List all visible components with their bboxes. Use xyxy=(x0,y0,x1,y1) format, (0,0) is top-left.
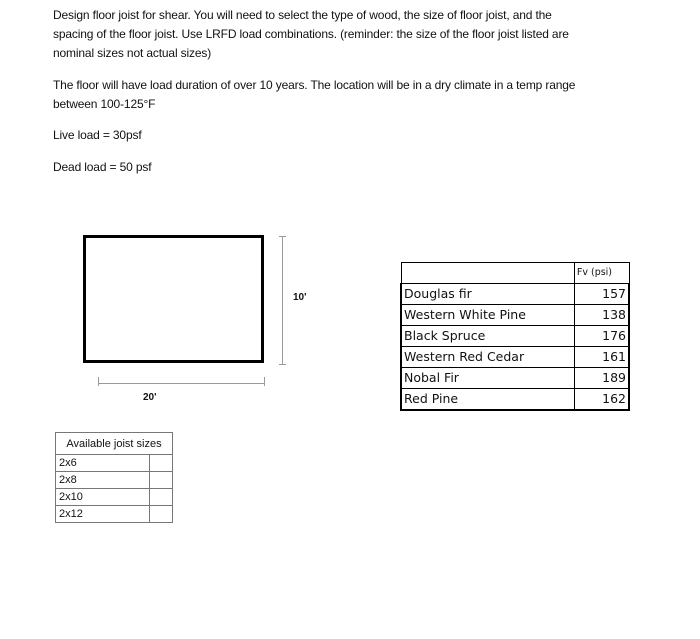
height-label: 10' xyxy=(293,292,307,303)
height-dimension-line xyxy=(282,236,283,365)
intro-paragraph xyxy=(53,6,653,63)
floor-outline xyxy=(83,235,264,363)
species-cell: Douglas fir xyxy=(401,284,574,305)
wood-shear-table xyxy=(400,262,630,411)
width-dimension-tick-left xyxy=(98,377,99,386)
joist-size-cell: 2x8 xyxy=(56,472,150,489)
wood-table-header-row xyxy=(401,263,629,284)
species-cell: Red Pine xyxy=(401,389,574,411)
dead-load: Dead load = 50 psf xyxy=(53,160,152,174)
fv-cell: 161 xyxy=(574,347,629,368)
joist-sizes-table xyxy=(55,432,173,523)
joist-empty-cell xyxy=(150,472,173,489)
species-cell: Western White Pine xyxy=(401,305,574,326)
height-dimension-tick-bottom xyxy=(279,364,286,365)
fv-cell: 176 xyxy=(574,326,629,347)
joist-table-header-row xyxy=(56,433,173,455)
table-row xyxy=(401,368,629,389)
table-row xyxy=(56,489,173,506)
species-header-cell xyxy=(401,263,574,284)
table-row xyxy=(56,472,173,489)
joist-empty-cell xyxy=(150,506,173,523)
joist-size-cell: 2x12 xyxy=(56,506,150,523)
fv-cell: 138 xyxy=(574,305,629,326)
joist-table-header: Available joist sizes xyxy=(56,433,173,455)
joist-size-cell: 2x10 xyxy=(56,489,150,506)
joist-size-cell: 2x6 xyxy=(56,455,150,472)
table-row xyxy=(401,326,629,347)
table-row xyxy=(401,389,629,411)
table-row xyxy=(401,305,629,326)
fv-cell: 162 xyxy=(574,389,629,411)
width-label: 20' xyxy=(143,392,157,403)
fv-cell: 157 xyxy=(574,284,629,305)
fv-header: Fv (psi) xyxy=(574,263,629,284)
width-dimension-line xyxy=(98,383,264,384)
conditions-line-2: between 100-125°F xyxy=(53,97,156,111)
table-row xyxy=(56,455,173,472)
intro-line-3: nominal sizes not actual sizes) xyxy=(53,46,212,60)
conditions-paragraph xyxy=(53,76,653,114)
conditions-line-1: The floor will have load duration of over 10 years. The location will be in a dry climate in a temp range xyxy=(53,78,576,92)
table-row xyxy=(56,506,173,523)
width-dimension-tick-right xyxy=(264,377,265,386)
species-cell: Western Red Cedar xyxy=(401,347,574,368)
fv-cell: 189 xyxy=(574,368,629,389)
joist-empty-cell xyxy=(150,455,173,472)
joist-empty-cell xyxy=(150,489,173,506)
species-cell: Black Spruce xyxy=(401,326,574,347)
live-load: Live load = 30psf xyxy=(53,128,142,142)
height-dimension-tick-top xyxy=(279,236,286,237)
table-row xyxy=(401,347,629,368)
species-cell: Nobal Fir xyxy=(401,368,574,389)
intro-line-1: Design floor joist for shear. You will need to select the type of wood, the size of floor joist, and the xyxy=(53,8,552,22)
table-row xyxy=(401,284,629,305)
intro-line-2: spacing of the floor joist. Use LRFD load combinations. (reminder: the size of the floor joist listed are xyxy=(53,27,569,41)
